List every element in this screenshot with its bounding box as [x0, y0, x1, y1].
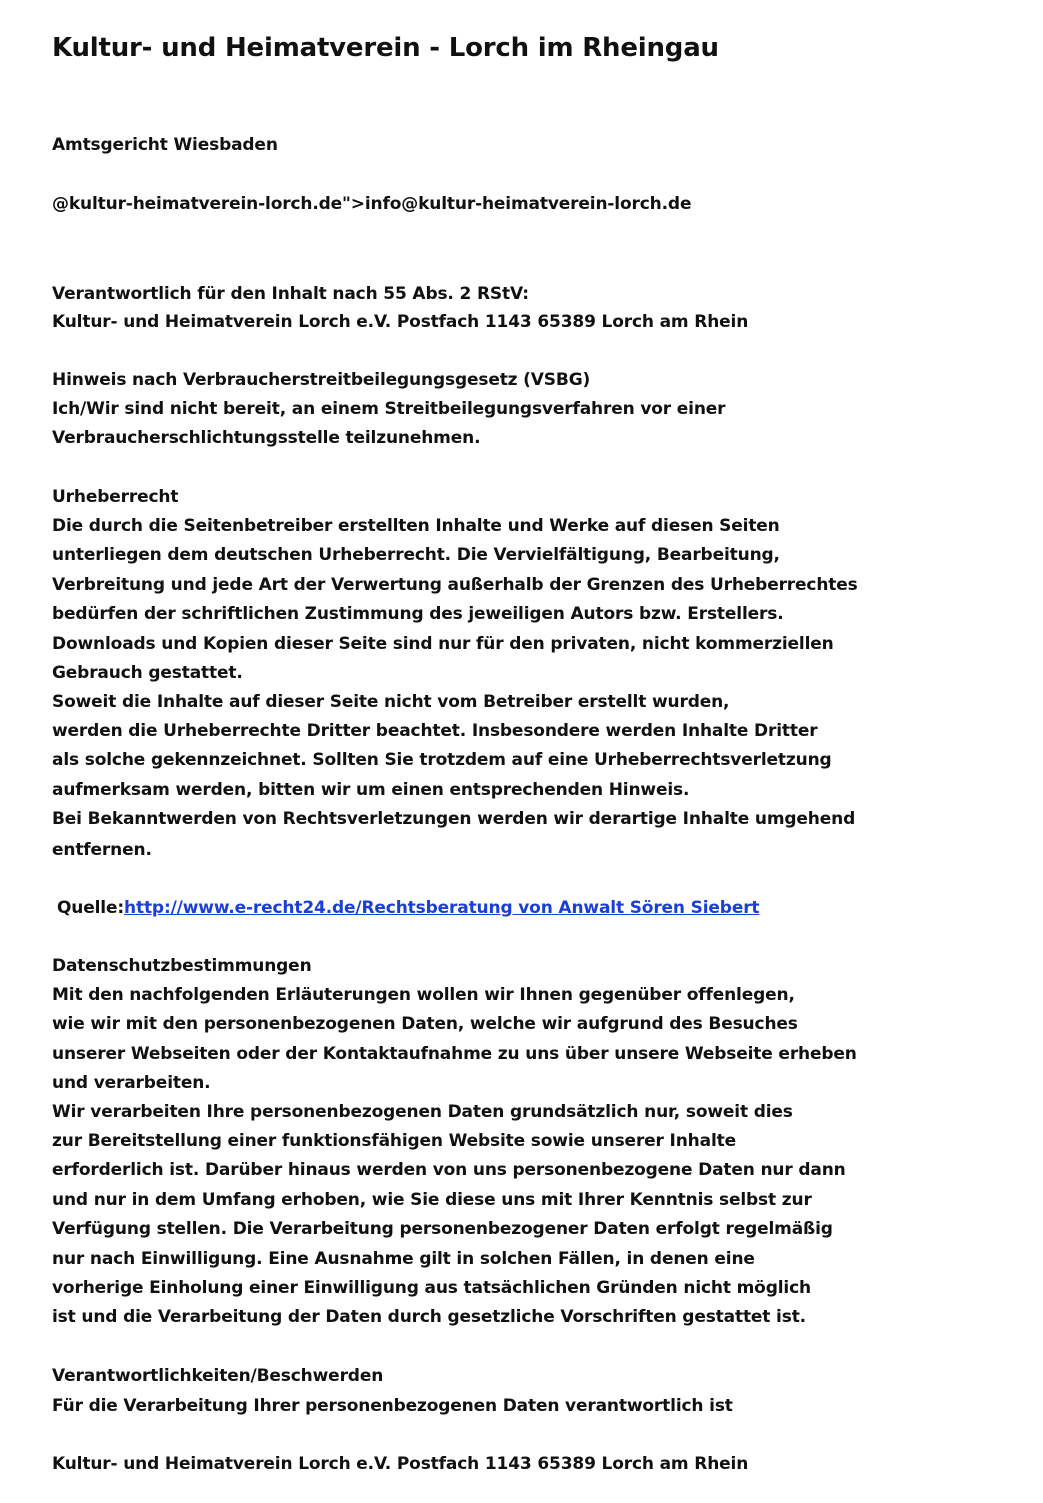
privacy-text-line: Verfügung stellen. Die Verarbeitung personenbezogener Daten erfolgt regelmäßig [52, 1219, 833, 1239]
page-title: Kultur- und Heimatverein - Lorch im Rheingau [52, 33, 719, 63]
source-label: Quelle: [57, 898, 125, 918]
copyright-text-line: aufmerksam werden, bitten wir um einen entsprechenden Hinweis. [52, 780, 690, 800]
copyright-text-line: unterliegen dem deutschen Urheberrecht. Die Vervielfältigung, Bearbeitung, [52, 545, 780, 565]
copyright-text-line: Verbreitung und jede Art der Verwertung außerhalb der Grenzen des Urheberrechtes [52, 575, 858, 595]
privacy-text-line: ist und die Verarbeitung der Daten durch gesetzliche Vorschriften gestattet ist. [52, 1307, 806, 1327]
copyright-text-line: werden die Urheberrechte Dritter beachtet. Insbesondere werden Inhalte Dritter [52, 721, 818, 741]
complaints-address: Kultur- und Heimatverein Lorch e.V. Postfach 1143 65389 Lorch am Rhein [52, 1454, 749, 1474]
privacy-text-line: erforderlich ist. Darüber hinaus werden von uns personenbezogene Daten nur dann [52, 1160, 846, 1180]
privacy-text-line: und nur in dem Umfang erhoben, wie Sie diese uns mit Ihrer Kenntnis selbst zur [52, 1190, 812, 1210]
vsbg-heading: Hinweis nach Verbraucherstreitbeilegungsgesetz (VSBG) [52, 370, 591, 390]
email-line: @kultur-heimatverein-lorch.de">info@kultur-heimatverein-lorch.de [52, 194, 692, 214]
copyright-heading: Urheberrecht [52, 487, 179, 507]
copyright-text-line: entfernen. [52, 840, 152, 860]
responsible-heading: Verantwortlich für den Inhalt nach 55 Abs. 2 RStV: [52, 284, 529, 304]
privacy-text-line: nur nach Einwilligung. Eine Ausnahme gilt in solchen Fällen, in denen eine [52, 1249, 755, 1269]
privacy-text-line: Mit den nachfolgenden Erläuterungen wollen wir Ihnen gegenüber offenlegen, [52, 985, 795, 1005]
responsible-address: Kultur- und Heimatverein Lorch e.V. Postfach 1143 65389 Lorch am Rhein [52, 312, 749, 332]
copyright-text-line: Downloads und Kopien dieser Seite sind nur für den privaten, nicht kommerziellen [52, 634, 834, 654]
source-line [57, 898, 759, 918]
privacy-text-line: Wir verarbeiten Ihre personenbezogenen Daten grundsätzlich nur, soweit dies [52, 1102, 793, 1122]
privacy-text-line: unserer Webseiten oder der Kontaktaufnahme zu uns über unsere Webseite erheben [52, 1044, 857, 1064]
copyright-text-line: als solche gekennzeichnet. Sollten Sie trotzdem auf eine Urheberrechtsverletzung [52, 750, 832, 770]
vsbg-text-line: Verbraucherschlichtungsstelle teilzunehmen. [52, 428, 481, 448]
copyright-text-line: Gebrauch gestattet. [52, 663, 243, 683]
source-link[interactable]: http://www.e-recht24.de/Rechtsberatung von Anwalt Sören Siebert [124, 898, 760, 918]
privacy-text-line: zur Bereitstellung einer funktionsfähigen Website sowie unserer Inhalte [52, 1131, 736, 1151]
privacy-text-line: und verarbeiten. [52, 1073, 211, 1093]
privacy-text-line: wie wir mit den personenbezogenen Daten, welche wir aufgrund des Besuches [52, 1014, 798, 1034]
complaints-text-line: Für die Verarbeitung Ihrer personenbezogenen Daten verantwortlich ist [52, 1396, 733, 1416]
complaints-heading: Verantwortlichkeiten/Beschwerden [52, 1366, 384, 1386]
vsbg-text-line: Ich/Wir sind nicht bereit, an einem Streitbeilegungsverfahren vor einer [52, 399, 726, 419]
copyright-text-line: Die durch die Seitenbetreiber erstellten Inhalte und Werke auf diesen Seiten [52, 516, 780, 536]
copyright-text-line: bedürfen der schriftlichen Zustimmung des jeweiligen Autors bzw. Erstellers. [52, 604, 784, 624]
privacy-heading: Datenschutzbestimmungen [52, 956, 312, 976]
court-line: Amtsgericht Wiesbaden [52, 135, 278, 155]
copyright-text-line: Soweit die Inhalte auf dieser Seite nicht vom Betreiber erstellt wurden, [52, 692, 730, 712]
copyright-text-line: Bei Bekanntwerden von Rechtsverletzungen werden wir derartige Inhalte umgehend [52, 809, 856, 829]
privacy-text-line: vorherige Einholung einer Einwilligung aus tatsächlichen Gründen nicht möglich [52, 1278, 811, 1298]
